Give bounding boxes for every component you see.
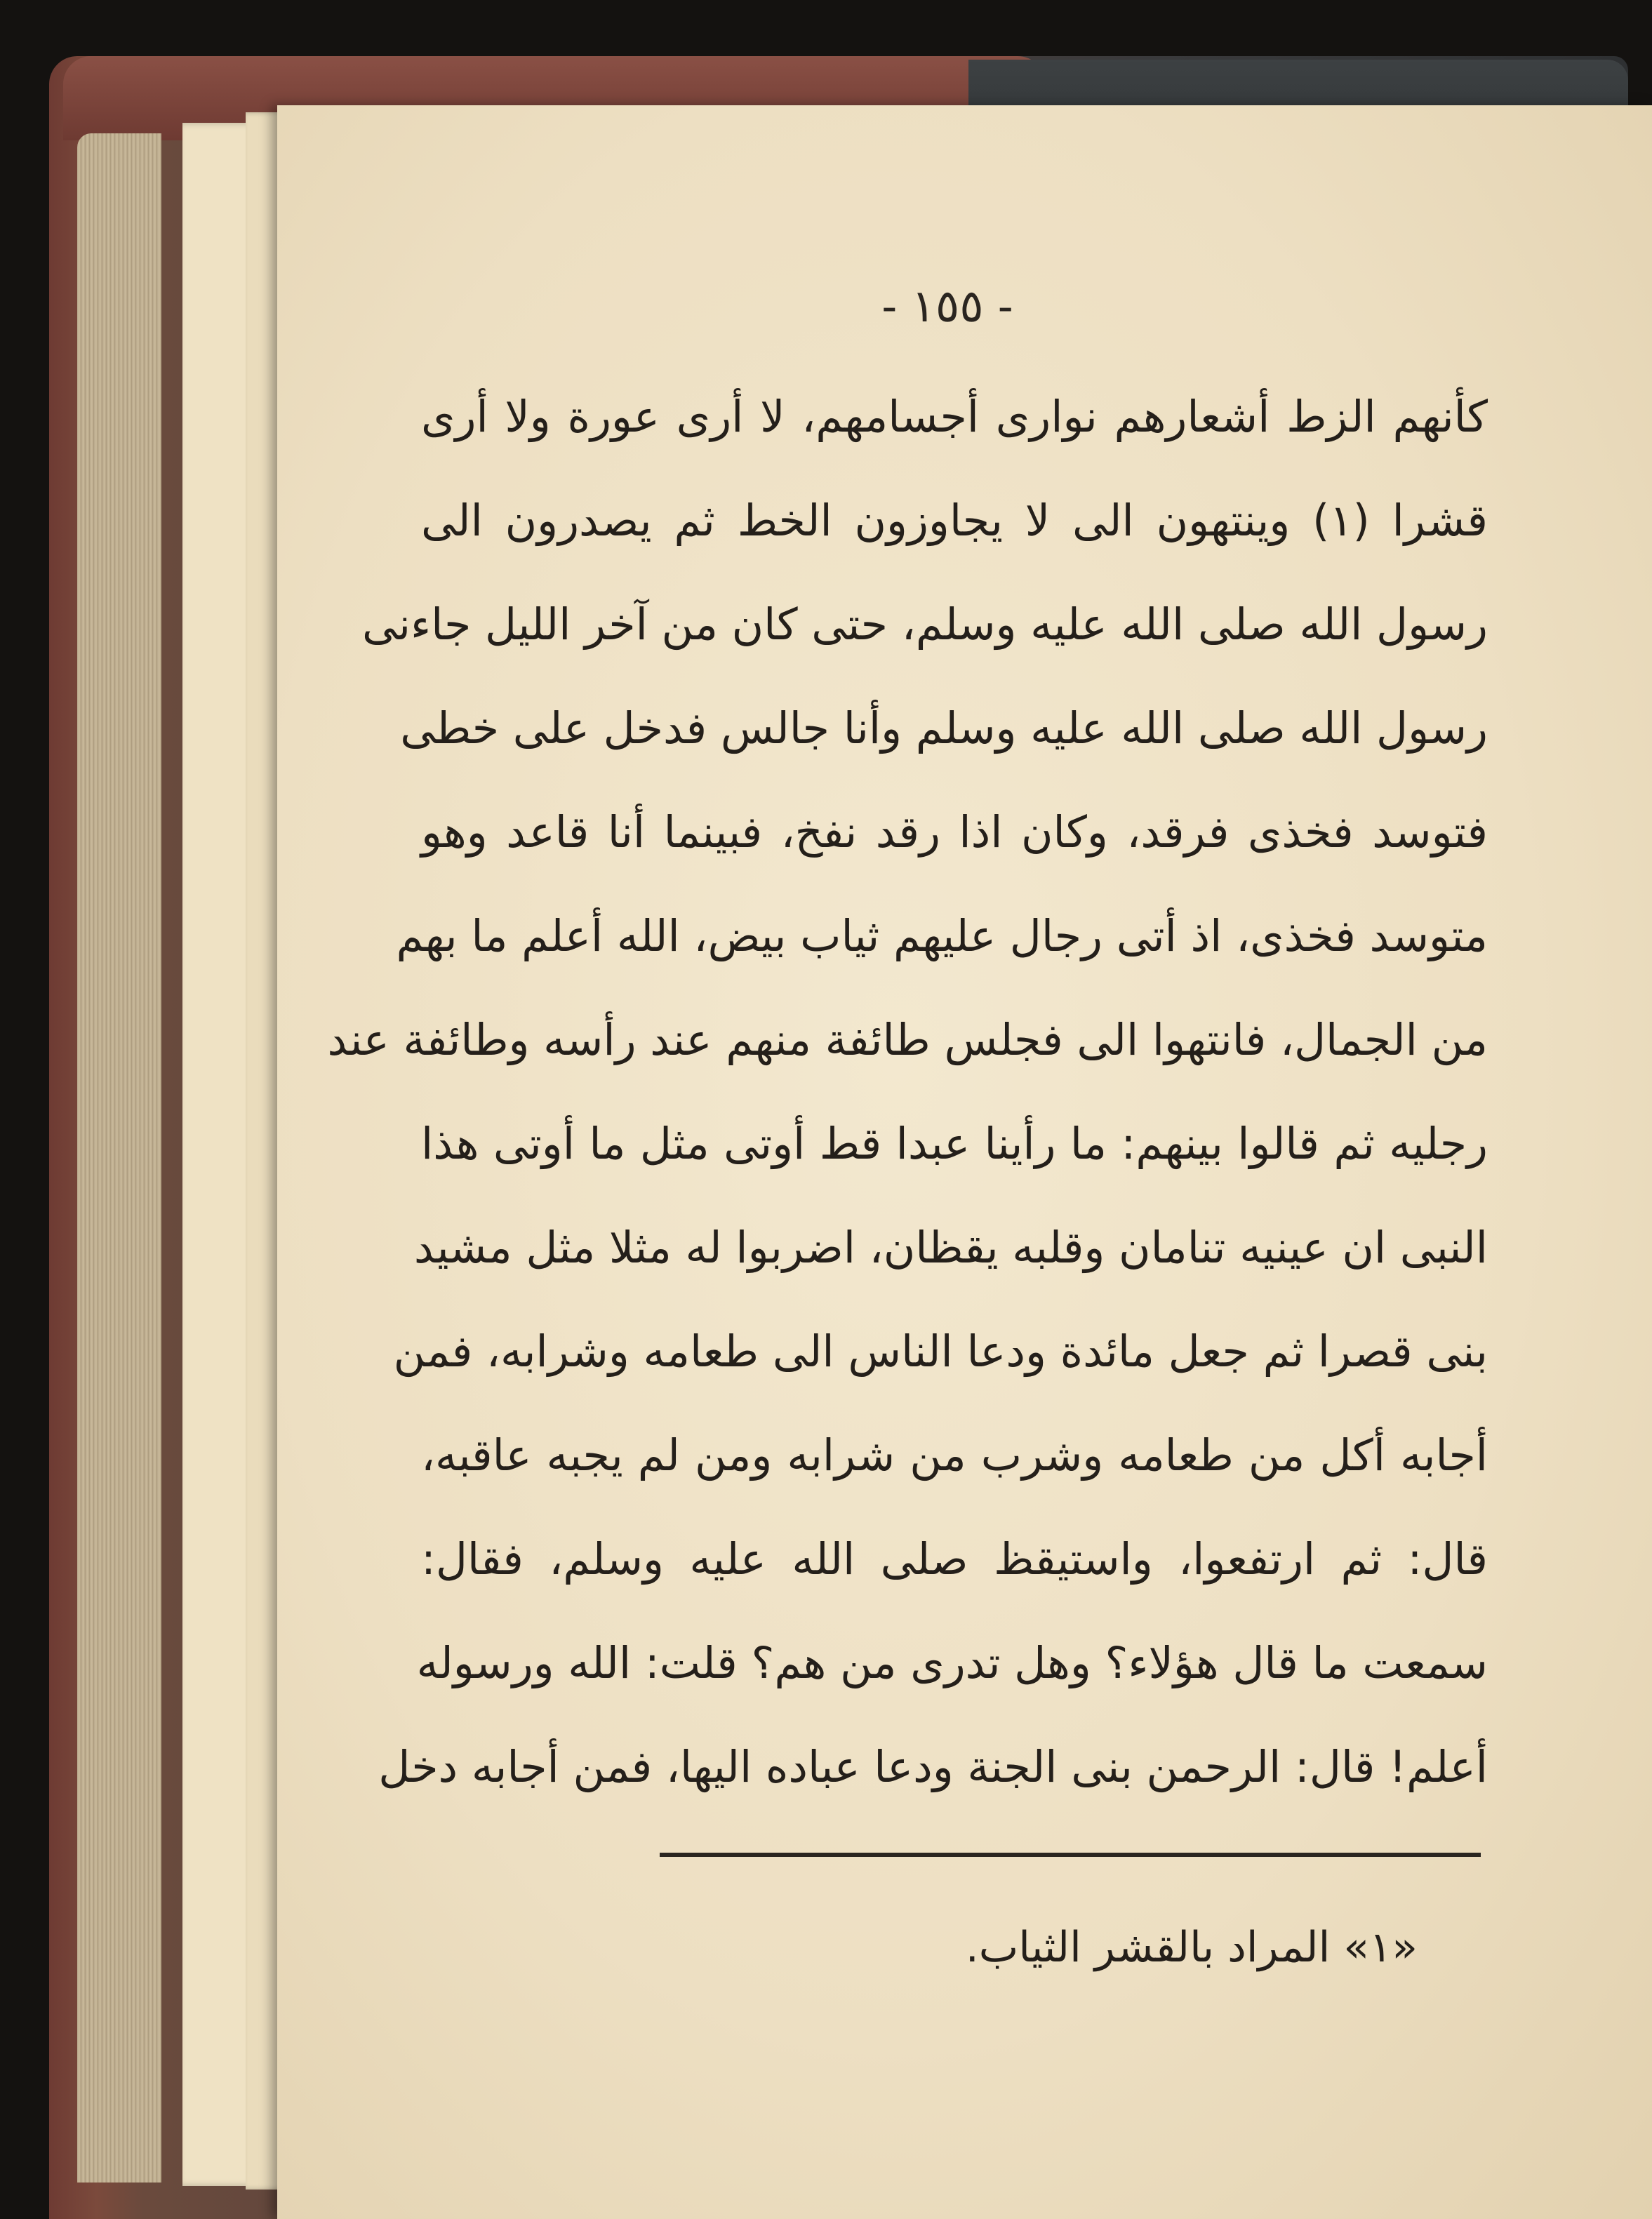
text-line: قال: ثم ارتفعوا، واستيقظ صلى الله عليه وسلم، فقال: (421, 1533, 1488, 1585)
text-line: فتوسد فخذى فرقد، وكان اذا رقد نفخ، فبينما أنا قاعد وهو (421, 806, 1488, 858)
footnote: «١» المراد بالقشر الثياب. (965, 1923, 1418, 1972)
page-edges (77, 133, 161, 2183)
text-line: أجابه أكل من طعامه وشرب من شرابه ومن لم يجبه عاقبه، (421, 1430, 1488, 1481)
text-line: سمعت ما قال هؤلاء؟ وهل تدرى من هم؟ قلت: الله ورسوله (416, 1637, 1488, 1688)
text-line: كأنهم الزط أشعارهم نوارى أجسامهم، لا أرى عورة ولا أرى (421, 391, 1488, 442)
text-line: متوسد فخذى، اذ أتى رجال عليهم ثياب بيض، الله أعلم ما بهم (396, 910, 1488, 961)
text-line: النبى ان عينيه تنامان وقلبه يقظان، اضربوا له مثلا مثل مشيد (413, 1222, 1488, 1273)
text-line: قشرا (١) وينتهون الى لا يجاوزون الخط ثم يصدرون الى (421, 495, 1488, 546)
page-number: - ١٥٥ - (881, 281, 1013, 333)
text-line: أعلم! قال: الرحمن بنى الجنة ودعا عباده اليها، فمن أجابه دخل (378, 1741, 1488, 1792)
text-line: رسول الله صلى الله عليه وسلم وأنا جالس فدخل على خطى (400, 702, 1488, 754)
text-line: بنى قصرا ثم جعل مائدة ودعا الناس الى طعامه وشرابه، فمن (393, 1326, 1488, 1377)
text-line: من الجمال، فانتهوا الى فجلس طائفة منهم عند رأسه وطائفة عند (327, 1014, 1488, 1065)
footnote-divider (660, 1853, 1481, 1857)
text-line: رسول الله صلى الله عليه وسلم، حتى كان من آخر الليل جاءنى (362, 599, 1488, 650)
text-line: رجليه ثم قالوا بينهم: ما رأينا عبدا قط أوتى مثل ما أوتى هذا (421, 1118, 1488, 1169)
page-body-text (327, 365, 1488, 1819)
